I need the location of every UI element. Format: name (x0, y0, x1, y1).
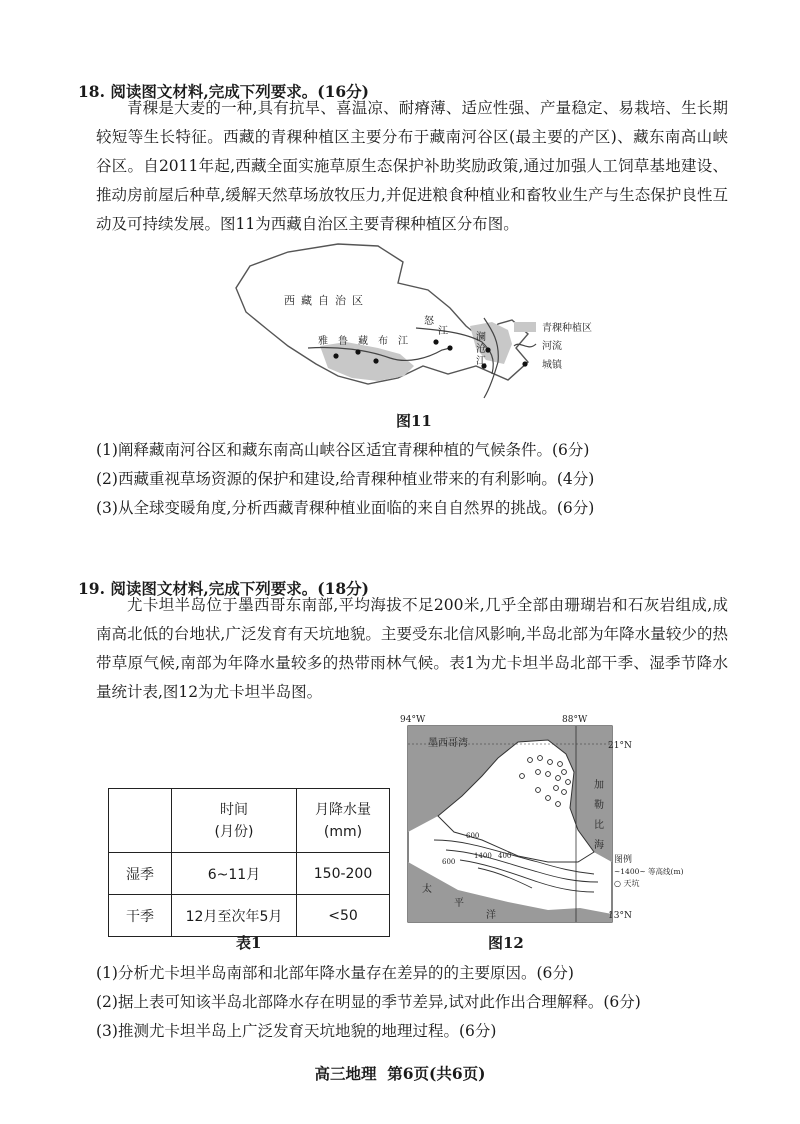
sinkhole-marker (548, 760, 553, 765)
ocean-label-2: 平 (454, 898, 464, 909)
page-footer: 高三地理 第6页(共6页) (314, 1064, 486, 1083)
q18-title: 18. 阅读图文材料,完成下列要求。(16分) (78, 82, 369, 101)
q19-title: 19. 阅读图文材料,完成下列要求。(18分) (78, 579, 369, 598)
city-marker (433, 339, 438, 344)
legend-planting-swatch (514, 322, 536, 332)
river-label-nu-2: 江 (438, 326, 448, 337)
city-marker (373, 358, 378, 363)
legend-planting-label: 青稞种植区 (542, 323, 592, 334)
table1-row (109, 895, 390, 937)
river-label-yarlung: 雅鲁藏布江 (318, 336, 418, 347)
table1-corner-cell (109, 789, 172, 853)
table1-cell: 12月至次年5月 (172, 895, 297, 937)
figure11-caption: 图11 (396, 412, 432, 430)
q19-paragraph: 尤卡坦半岛位于墨西哥东南部,平均海拔不足200米,几乎全部由珊瑚岩和石灰岩组成,成南高北低的台地状,广泛发育有天坑地貌。主要受东北信风影响,半岛北部为年降水量较少的热带草原气候,南部为年降水量较多的热带雨林气候。表1为尤卡坦半岛北部干季、湿季节降水量统计表,图12为尤卡坦半岛图。 (96, 596, 728, 701)
legend-contour: ~1400~ 等高线(m) (614, 867, 684, 876)
sinkhole-marker (558, 762, 563, 767)
river-label-lancang-2: 沧 (476, 344, 486, 355)
table1-cell: 干季 (109, 895, 172, 937)
q19-question-3: (3)推测尤卡坦半岛上广泛发育天坑地貌的地理过程。(6分) (96, 1022, 497, 1040)
sea-label-1: 加 (594, 780, 604, 791)
figure12-caption: 图12 (488, 934, 524, 952)
lat-label-13n: 13°N (608, 911, 632, 921)
sinkhole-marker (556, 776, 561, 781)
ocean-label-3: 洋 (486, 910, 496, 921)
table1-cell: 6~11月 (172, 853, 297, 895)
lat-label-21n: 21°N (608, 741, 632, 751)
city-marker (333, 353, 338, 358)
q19-question-1: (1)分析尤卡坦半岛南部和北部年降水量存在差异的的主要原因。(6分) (96, 964, 574, 982)
q18-paragraph: 青稞是大麦的一种,具有抗旱、喜温凉、耐瘠薄、适应性强、产量稳定、易栽培、生长期较短等生长特征。西藏的青稞种植区主要分布于藏南河谷区(最主要的产区)、藏东南高山峡谷区。自2011年起,西藏全面实施草原生态保护补助奖励政策,通过加强人工饲草基地建设、推动房前屋后种草,缓解天然草场放牧压力,并促进粮食种植业和畜牧业生产与生态保护良性互动及可持续发展。图11为西藏自治区主要青稞种植区分布图。 (96, 99, 728, 233)
legend-sinkhole: ○ 天坑 (614, 879, 640, 888)
ocean-label-1: 太 (422, 884, 432, 895)
legend-title: 图例 (614, 855, 633, 865)
sea-label-2: 勒 (594, 800, 604, 811)
contour-label: 600 (442, 858, 456, 866)
figure11-tibet-map (228, 238, 628, 408)
contour-label: 1400 (474, 852, 492, 860)
table1-cell: <50 (297, 895, 390, 937)
gulf-label: 墨西哥湾 (428, 738, 468, 749)
city-marker (485, 347, 490, 352)
sinkhole-marker (554, 786, 559, 791)
table1-row (109, 853, 390, 895)
table1-cell: 湿季 (109, 853, 172, 895)
legend-city-label: 城镇 (542, 360, 562, 371)
sinkhole-marker (546, 772, 551, 777)
city-marker (447, 345, 452, 350)
lon-label-94w: 94°W (400, 715, 426, 725)
sinkhole-marker (536, 788, 541, 793)
city-marker (355, 349, 360, 354)
figure12-yucatan-map (398, 712, 684, 928)
table1 (108, 788, 390, 937)
sinkhole-marker (528, 758, 533, 763)
q18-question-1: (1)阐释藏南河谷区和藏东南高山峡谷区适宜青稞种植的气候条件。(6分) (96, 441, 590, 459)
contour-label: 400 (498, 852, 512, 860)
lon-label-88w: 88°W (562, 715, 588, 725)
legend-city-swatch (522, 361, 527, 366)
river-label-nu-1: 怒 (424, 316, 434, 327)
river-label-lancang-1: 澜 (476, 332, 486, 343)
sinkhole-marker (538, 756, 543, 761)
sea-label-4: 海 (594, 840, 604, 851)
sinkhole-marker (556, 802, 561, 807)
table1-cell: 150-200 (297, 853, 390, 895)
table1-caption: 表1 (236, 934, 262, 952)
sea-label-3: 比 (594, 820, 604, 831)
legend-river-label: 河流 (542, 341, 562, 352)
q18-question-2: (2)西藏重视草场资源的保护和建设,给青稞种植业带来的有利影响。(4分) (96, 470, 595, 488)
table1-header-time: 时间 (月份) (172, 789, 297, 853)
table1-header-rain: 月降水量 (mm) (297, 789, 390, 853)
sinkhole-marker (536, 770, 541, 775)
sinkhole-marker (520, 774, 525, 779)
river-label-lancang-3: 江 (476, 356, 486, 367)
region-label: 西藏自治区 (284, 294, 369, 307)
q18-question-3: (3)从全球变暖角度,分析西藏青稞种植业面临的来自自然界的挑战。(6分) (96, 499, 595, 517)
q19-question-2: (2)据上表可知该半岛北部降水存在明显的季节差异,试对此作出合理解释。(6分) (96, 993, 641, 1011)
contour-label: 600 (466, 832, 480, 840)
sinkhole-marker (546, 796, 551, 801)
sinkhole-marker (566, 780, 571, 785)
sinkhole-marker (562, 770, 567, 775)
sinkhole-marker (562, 790, 567, 795)
